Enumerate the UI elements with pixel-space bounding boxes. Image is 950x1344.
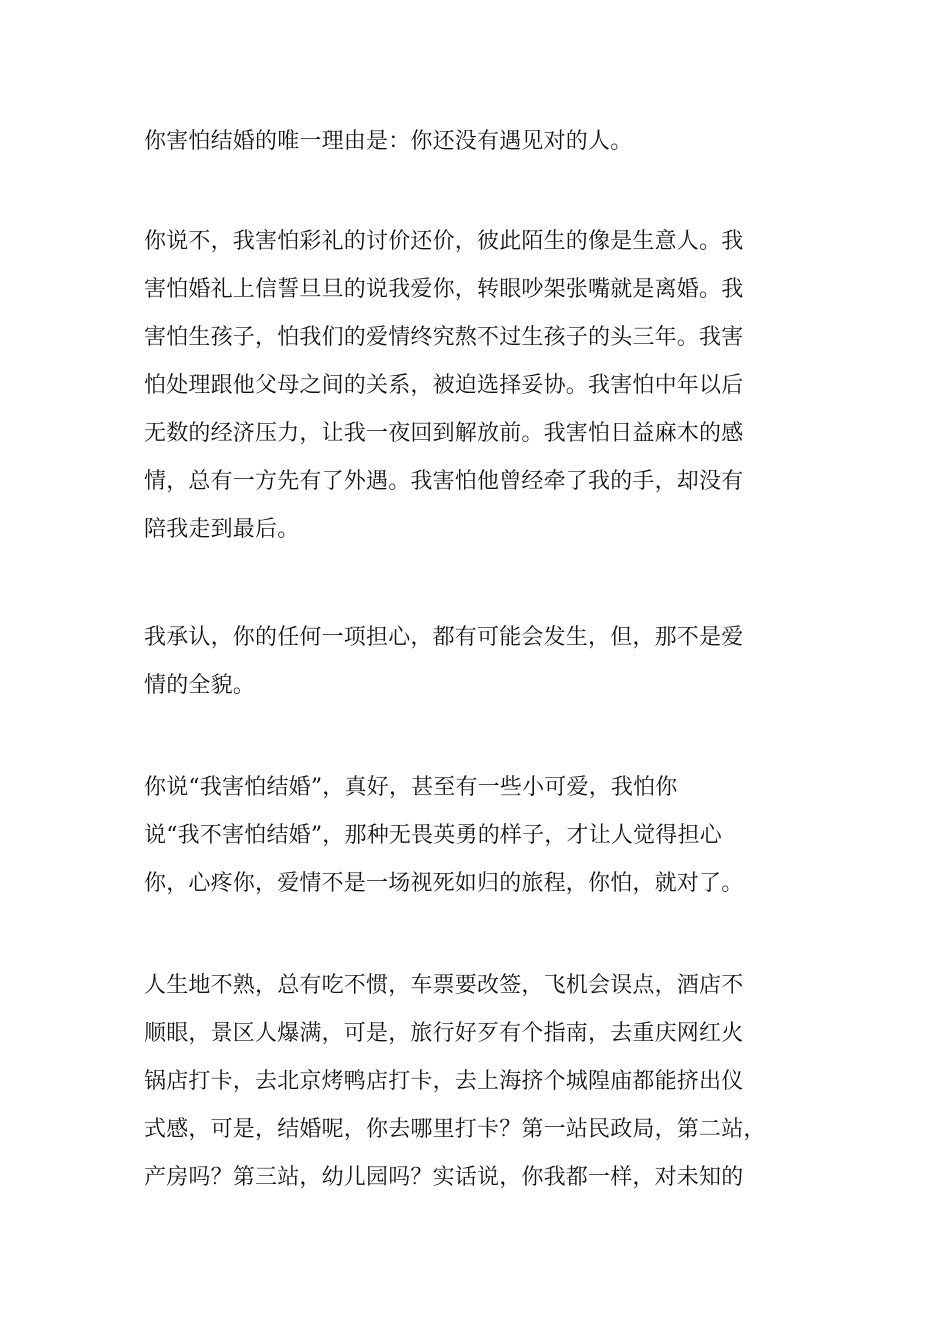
paragraph-3	[144, 614, 814, 710]
text-line: 说“我不害怕结婚”，那种无畏英勇的样子，才让人觉得担心	[144, 823, 722, 848]
text-line: 你说不，我害怕彩礼的讨价还价，彼此陌生的像是生意人。我	[144, 229, 744, 254]
text-line: 情的全貌。	[144, 673, 256, 698]
text-line: 式感，可是，结婚呢，你去哪里打卡？第一站民政局，第二站，	[144, 1117, 766, 1142]
paragraph-2	[144, 218, 814, 554]
paragraph-4	[144, 764, 814, 908]
text-line: 你说“我害怕结婚”，真好，甚至有一些小可爱，我怕你	[144, 775, 678, 800]
text-line: 你害怕结婚的唯一理由是：你还没有遇见对的人。	[144, 129, 633, 154]
text-line: 陪我走到最后。	[144, 517, 300, 542]
text-line: 怕处理跟他父母之间的关系，被迫选择妥协。我害怕中年以后	[144, 373, 744, 398]
text-line: 我承认，你的任何一项担心，都有可能会发生，但，那不是爱	[144, 625, 744, 650]
text-line: 害怕生孩子，怕我们的爱情终究熬不过生孩子的头三年。我害	[144, 325, 744, 350]
text-line: 情，总有一方先有了外遇。我害怕他曾经牵了我的手，却没有	[144, 469, 744, 494]
text-line: 无数的经济压力，让我一夜回到解放前。我害怕日益麻木的感	[144, 421, 744, 446]
paragraph-1	[144, 118, 814, 166]
text-line: 顺眼，景区人爆满，可是，旅行好歹有个指南，去重庆网红火	[144, 1021, 744, 1046]
text-line: 你，心疼你，爱情不是一场视死如归的旅程，你怕，就对了。	[144, 871, 744, 896]
text-line: 人生地不熟，总有吃不惯，车票要改签，飞机会误点，酒店不	[144, 973, 744, 998]
text-line: 锅店打卡，去北京烤鸭店打卡，去上海挤个城隍庙都能挤出仪	[144, 1069, 744, 1094]
text-line: 产房吗？第三站，幼儿园吗？实话说，你我都一样，对未知的	[144, 1165, 744, 1190]
text-line: 害怕婚礼上信誓旦旦的说我爱你，转眼吵架张嘴就是离婚。我	[144, 277, 744, 302]
paragraph-5	[144, 962, 814, 1202]
